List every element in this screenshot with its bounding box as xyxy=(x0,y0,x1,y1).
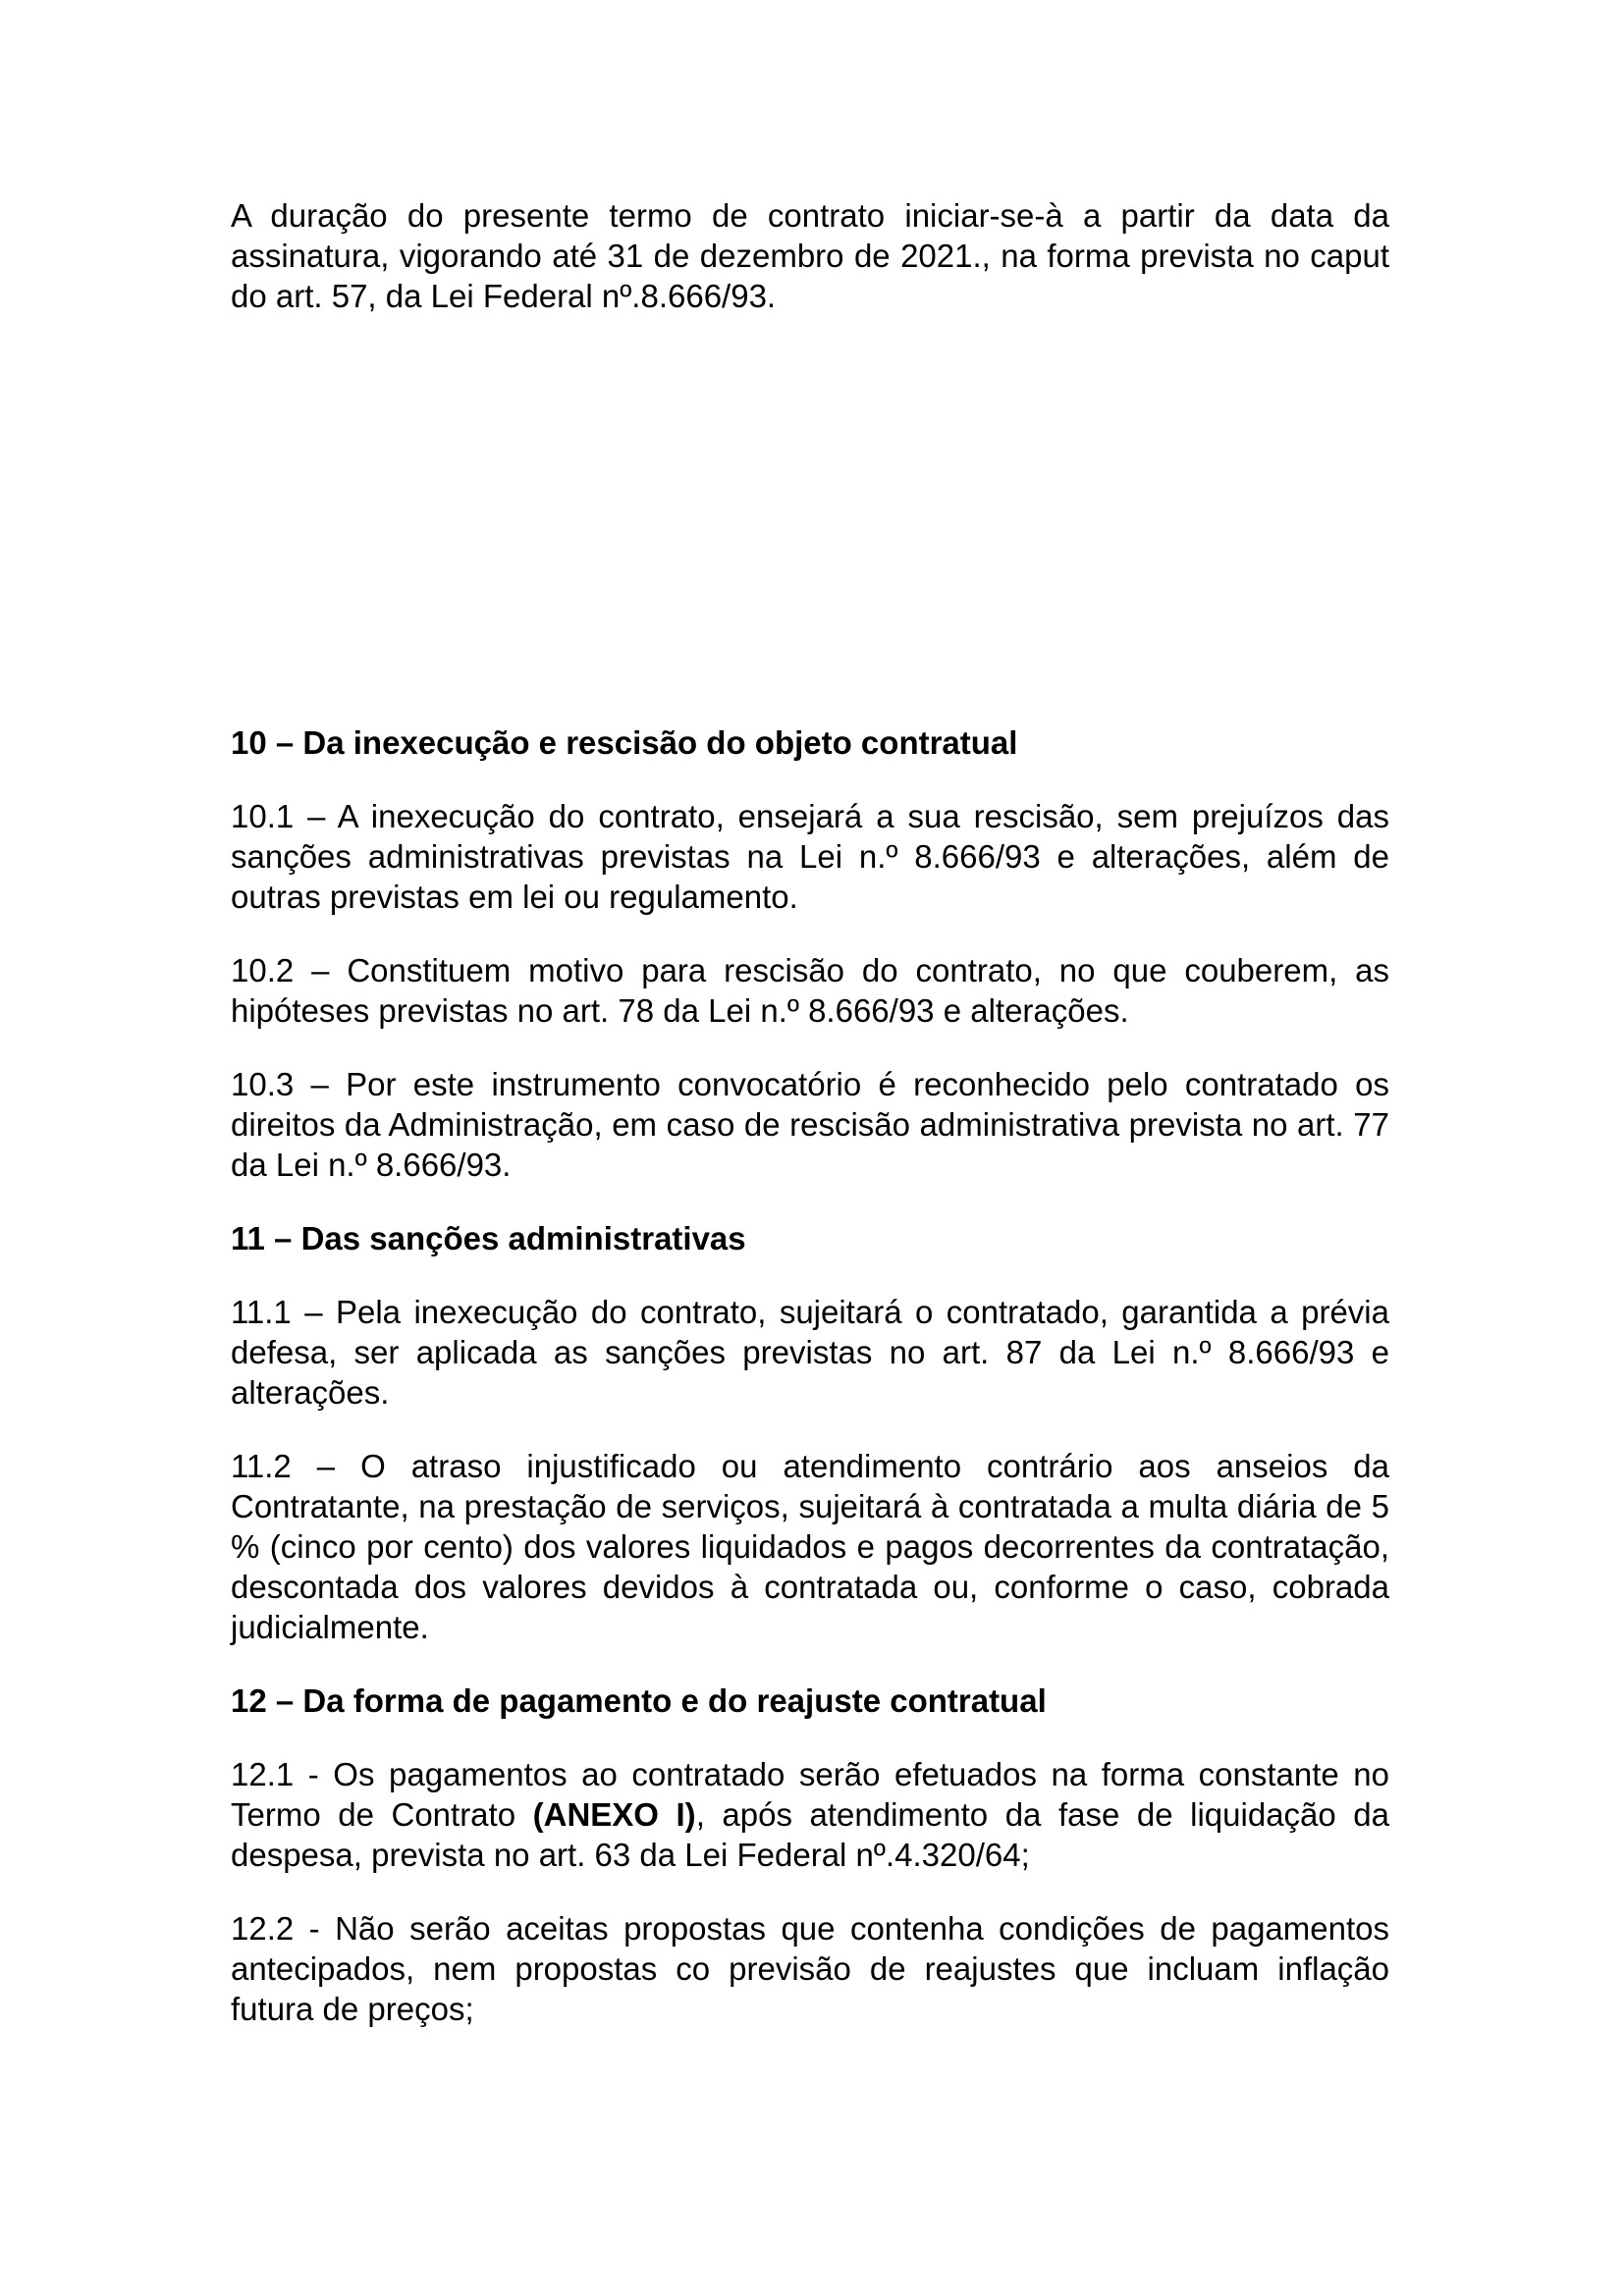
paragraph-12-1-text: 12.1 - Os pagamentos ao contratado serão efetuados na forma constante no Termo de Contrato xyxy=(231,1756,1389,1833)
anexo-i-bold-reference: (ANEXO I) xyxy=(532,1796,696,1833)
paragraph-12-2: 12.2 - Não serão aceitas propostas que contenha condições de pagamentos antecipados, nem propostas co previsão de reajustes que incluam inflação futura de preços; xyxy=(231,1910,1389,2027)
paragraph-10-3: 10.3 – Por este instrumento convocatório é reconhecido pelo contratado os direitos da Administração, em caso de rescisão administrativa prevista no art. 77 da Lei n.º 8.666/93. xyxy=(231,1066,1389,1183)
paragraph-11-2: 11.2 – O atraso injustificado ou atendimento contrário aos anseios da Contratante, na prestação de serviços, sujeitará à contratada a multa diária de 5 % (cinco por cento) dos valores liquidados e pagos decorrentes da contratação, descontada dos valores devidos à contratada ou, conforme o caso, cobrada judicialmente. xyxy=(231,1448,1389,1645)
paragraph-12-1-continuation: , após atendimento da fase de liquidação da despesa, prevista no art. 63 da Lei Federal nº.4.320/64; xyxy=(231,1796,1390,1873)
section-11-heading: 11 – Das sanções administrativas xyxy=(231,1220,746,1256)
paragraph-11-1: 11.1 – Pela inexecução do contrato, sujeitará o contratado, garantida a prévia defesa, ser aplicada as sanções previstas no art. 87 da Lei n.º 8.666/93 e alterações. xyxy=(231,1294,1389,1411)
section-12-heading: 12 – Da forma de pagamento e do reajuste contratual xyxy=(231,1682,1047,1719)
paragraph-10-1: 10.1 – A inexecução do contrato, ensejará a sua rescisão, sem prejuízos das sanções administrativas previstas na Lei n.º 8.666/93 e alterações, além de outras previstas em lei ou regulamento. xyxy=(231,798,1389,915)
intro-paragraph: A duração do presente termo de contrato iniciar-se-à a partir da data da assinatura, vigorando até 31 de dezembro de 2021., na forma prevista no caput do art. 57, da Lei Federal nº.8.666/93. xyxy=(231,197,1389,314)
paragraph-12-1 xyxy=(231,1754,1389,1875)
section-10-heading: 10 – Da inexecução e rescisão do objeto contratual xyxy=(231,724,1018,761)
paragraph-10-2: 10.2 – Constituem motivo para rescisão do contrato, no que couberem, as hipóteses previstas no art. 78 da Lei n.º 8.666/93 e alterações. xyxy=(231,952,1389,1029)
document-body xyxy=(231,195,1389,2029)
blank-gap xyxy=(231,349,1389,722)
